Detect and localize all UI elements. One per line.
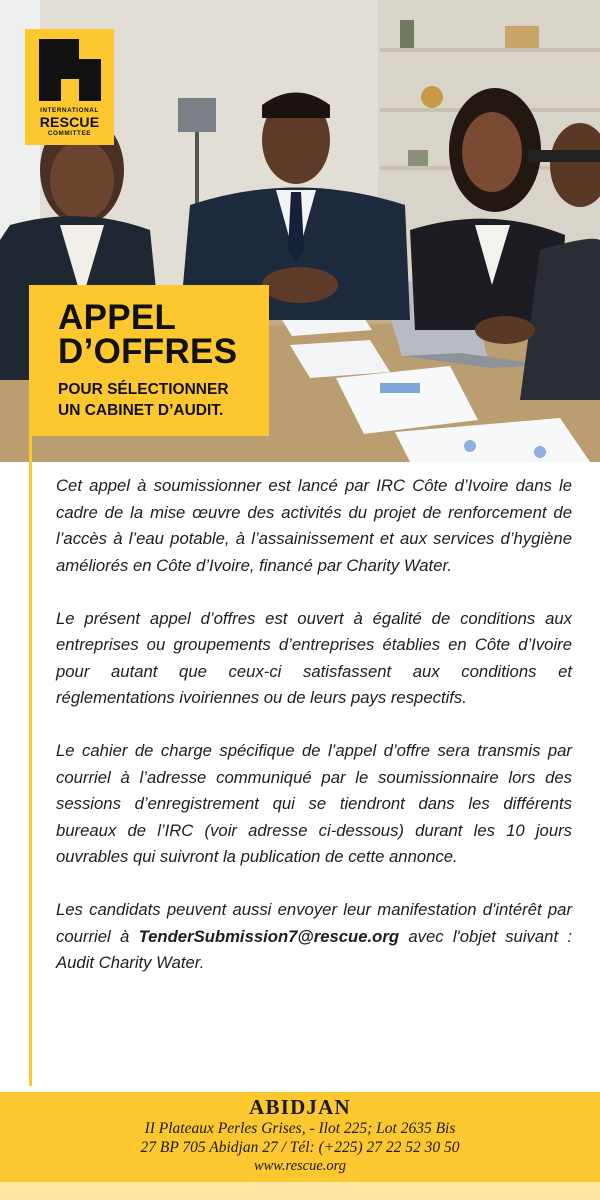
paragraph-intro: Cet appel à soumissionner est lancé par IRC Côte d’Ivoire dans le cadre de la mise œuvre des activités du projet de renforcement de l’accès à l’eau potable, à l’assainissement et aux services d’hygiène améliorés en Côte d’Ivoire, financé par Charity Water. (56, 476, 572, 575)
paragraph-specifications: Le cahier de charge spécifique de l’appel d’offre sera transmis par courriel à l’adresse communiqué par le soumissionnaire lors des sessions d’enregistrement qui se tiendront dans les différents bureaux de l’IRC (voir adresse ci-dessous) durant les 10 jours ouvrables qui suivront la publication de cette annonce. (56, 741, 572, 866)
submission-email-link[interactable]: TenderSubmission7@rescue.org (138, 926, 400, 946)
logo-text-committee: COMMITTEE (47, 130, 92, 137)
title-line-2: D’OFFRES (58, 332, 238, 371)
logo-text-international: INTERNATIONAL (40, 107, 99, 114)
footer-address-line-2: 27 BP 705 Abidjan 27 / Tél: (+225) 27 22 52 30 50 (140, 1139, 460, 1156)
subtitle-line-2: UN CABINET D’AUDIT. (58, 402, 224, 419)
accent-divider (29, 436, 32, 1086)
submission-text-before: Les candidats peuvent aussi envoyer leur manifestation d'intérêt par courriel à (56, 900, 572, 946)
irc-logo-mark-icon (39, 39, 101, 101)
logo-text-rescue: RESCUE (39, 114, 100, 130)
page-title (58, 298, 263, 371)
footer-address-line-1: II Plateaux Perles Grises, - Ilot 225; Lot 2635 Bis (144, 1120, 456, 1137)
title-box (29, 285, 269, 436)
footer-contact (0, 1092, 600, 1200)
irc-logo (25, 29, 114, 145)
footer-website-link[interactable]: www.rescue.org (253, 1158, 347, 1174)
announcement-body (56, 473, 572, 977)
title-line-1: APPEL (58, 298, 177, 337)
footer-city: ABIDJAN (249, 1095, 351, 1119)
paragraph-eligibility: Le présent appel d’offres est ouvert à égalité de conditions aux entreprises ou groupements d’entreprises établies en Côte d’Ivoire pour autant que ceux-ci satisfassent aux conditions et réglementations ivoiriennes ou de leurs pays respectifs. (56, 608, 572, 707)
subtitle-line-1: POUR SÉLECTIONNER (58, 381, 229, 398)
paragraph-submission (56, 897, 572, 977)
page-subtitle (58, 379, 263, 421)
submission-text-after: avec l'objet suivant : Audit Charity Water. (56, 926, 572, 972)
footer-stripe (0, 1182, 600, 1200)
